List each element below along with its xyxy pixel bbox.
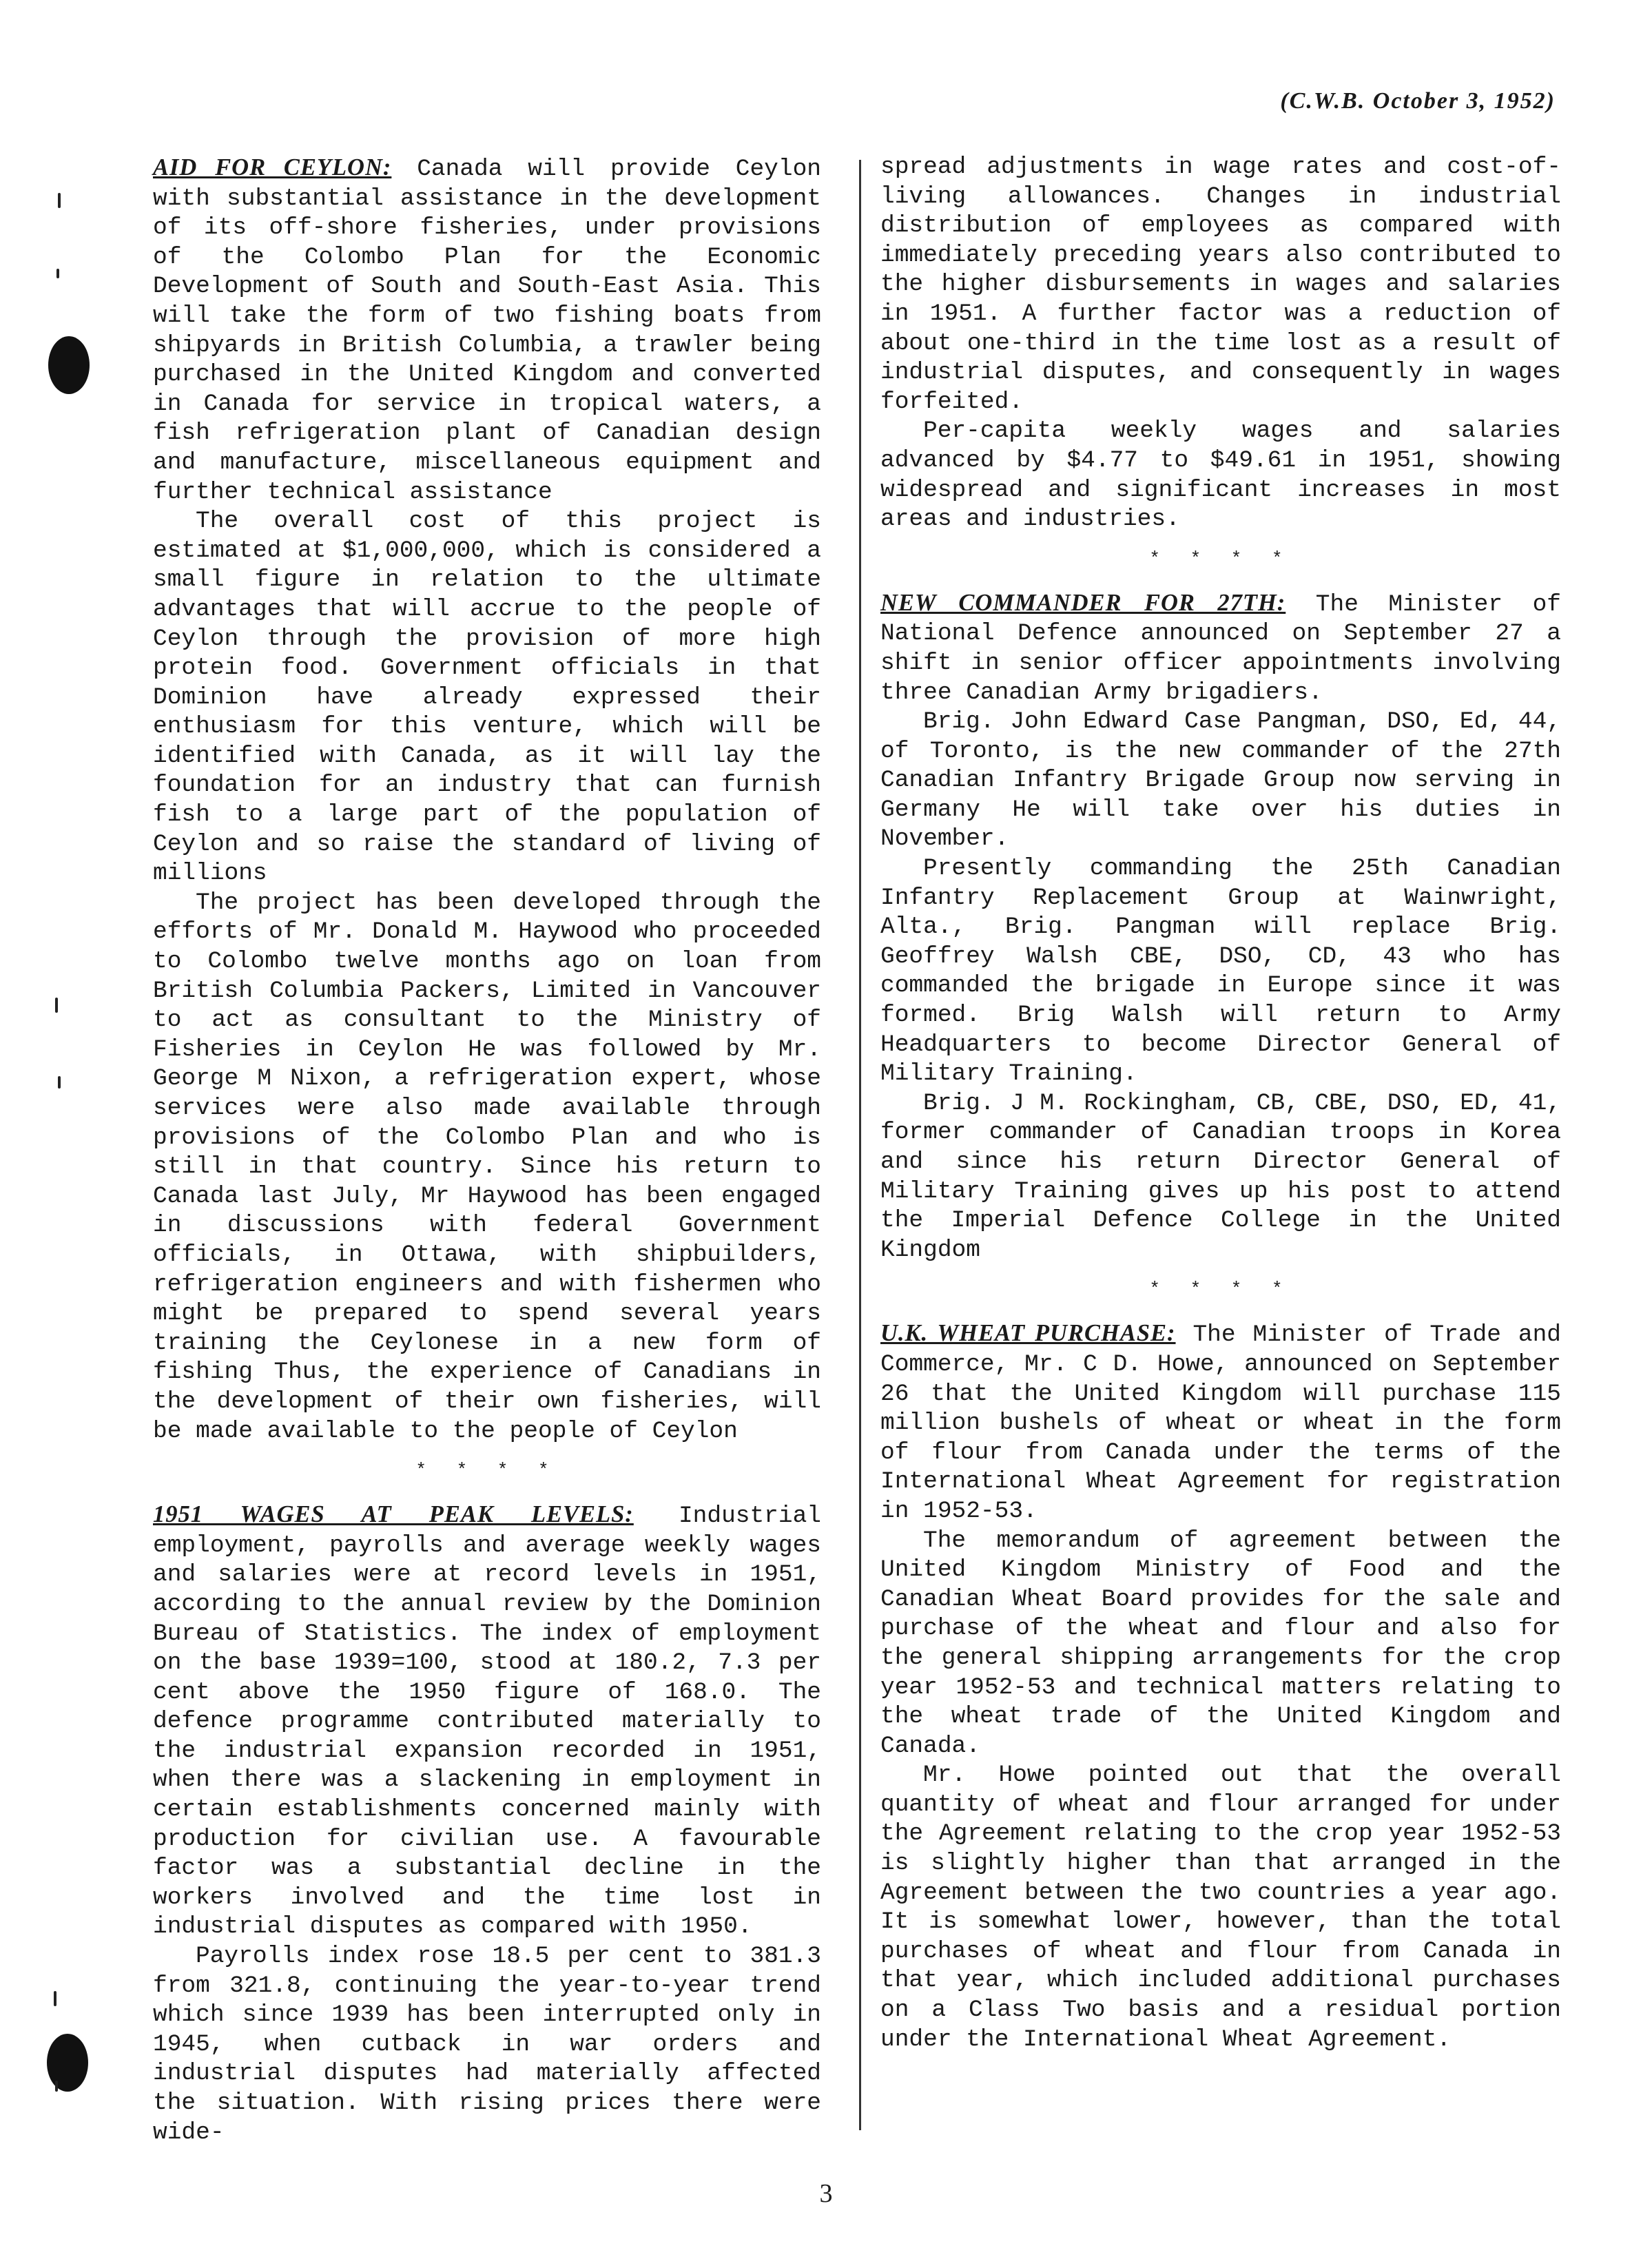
- article-paragraph: Presently commanding the 25th Canadian Infantry Replacement Group at Wainwright, Alta., Brig. Pangman will replace Brig. Geoffrey Walsh CBE, DSO, CD, 43 who has commanded the brigade in Europe since it was formed. Brig Walsh will return to Army Headquarters to become Director General of Military Training.: [880, 855, 1561, 1088]
- article-text: Industrial employment, payrolls and average weekly wages and salaries were at record levels in 1951, according to the annual review by the Dominion Bureau of Statistics. The index of employment on the base 1939=100, stood at 180.2, 7.3 per cent above the 1950 figure of 168.0. The defence programme contributed materially to the industrial expansion recorded in 1951, when there was a slackening in employment in certain establishments concerned mainly with production for civilian use. A favourable factor was a substantial decline in the workers involved and the time lost in industrial disputes as compared with 1950.: [153, 1503, 821, 1941]
- margin-mark: [55, 998, 58, 1013]
- headline-new-commander: NEW COMMANDER FOR 27TH:: [880, 589, 1286, 616]
- article-paragraph: Per-capita weekly wages and salaries advanced by $4.77 to $49.61 in 1951, showing widespread and significant increases in most areas and industries.: [880, 417, 1561, 533]
- margin-mark: [54, 1991, 56, 2006]
- article-paragraph: Mr. Howe pointed out that the overall quantity of wheat and flour arranged for under the Agreement relating to the crop year 1952-53 is slightly higher than that arranged in the Agreement between the two countries a year ago. It is somewhat lower, however, than the total purchases of wheat and flour from Canada in that year, which included additional purchases on a Class Two basis and a residual portion under the International Wheat Agreement.: [880, 1762, 1561, 2053]
- article-paragraph: Payrolls index rose 18.5 per cent to 381.3 from 321.8, continuing the year-to-year trend which since 1939 has been interrupted only in 1945, when cutback in war orders and industrial disputes had materially affected the situation. With rising prices there were wide-: [153, 1943, 821, 2146]
- page-dateline: (C.W.B. October 3, 1952): [1280, 88, 1556, 114]
- article-text: The Minister of National Defence announced on September 27 a shift in senior officer appointments involving three Canadian Army brigadiers.: [880, 590, 1561, 706]
- punch-hole-top: [48, 336, 90, 394]
- column-divider: [859, 160, 861, 2130]
- margin-mark: [55, 2081, 58, 2092]
- section-separator: * * * *: [1149, 1279, 1292, 1300]
- punch-hole-bottom: [47, 2034, 88, 2092]
- article-paragraph-continued: spread adjustments in wage rates and cost-of-living allowances. Changes in industrial distribution of employees as compared with immediately preceding years also contributed to the higher disbursements in wages and salaries in 1951. A further factor was a reduction of about one-third in the time lost as a result of industrial disputes, and consequently in wages forfeited.: [880, 154, 1561, 415]
- article-wages-lead: [153, 1500, 821, 1942]
- margin-mark: [56, 269, 59, 278]
- headline-uk-wheat-purchase: U.K. WHEAT PURCHASE:: [880, 1320, 1176, 1347]
- article-paragraph: The overall cost of this project is estimated at $1,000,000, which is considered a small figure in relation to the ultimate advantages that will accrue to the people of Ceylon through the provision of more high protein food. Government officials in that Dominion have already expressed their enthusiasm for this venture, which will be identified with Canada, as it will lay the foundation for an industry that can furnish fish to a large part of the population of Ceylon and so raise the standard of living of millions: [153, 508, 821, 887]
- page-number: 3: [819, 2179, 833, 2208]
- article-paragraph: The memorandum of agreement between the United Kingdom Ministry of Food and the Canadian Wheat Board provides for the sale and purchase of the wheat and flour and also for the general shipping arrangements for the crop year 1952-53 and technical matters relating to the wheat trade of the United Kingdom and Canada.: [880, 1527, 1561, 1760]
- article-text: The Minister of Trade and Commerce, Mr. C D. Howe, announced on September 26 that the United Kingdom will purchase 115 million bushels of wheat or wheat in the form of flour from Canada under the terms of the International Wheat Agreement for registration in 1952-53.: [880, 1321, 1561, 1525]
- article-wheat-lead: [880, 1319, 1561, 1526]
- headline-aid-for-ceylon: AID FOR CEYLON:: [153, 154, 392, 181]
- section-separator: * * * *: [415, 1460, 559, 1481]
- article-ceylon-lead: [153, 153, 821, 507]
- article-commander-lead: [880, 588, 1561, 708]
- article-paragraph: Brig. J M. Rockingham, CB, CBE, DSO, ED, 41, former commander of Canadian troops in Korea and since his return Director General of Military Training gives up his post to attend the Imperial Defence College in the United Kingdom: [880, 1089, 1561, 1264]
- article-text: Canada will provide Ceylon with substantial assistance in the development of its off-shore fisheries, under provisions of the Colombo Plan for the Economic Development of South and South-East Asia. This will take the form of two fishing boats from shipyards in British Columbia, a trawler being purchased in the United Kingdom and converted in Canada for service in tropical waters, a fish refrigeration plant of Canadian design and manufacture, miscellaneous equipment and further technical assistance: [153, 156, 821, 506]
- article-paragraph: The project has been developed through the efforts of Mr. Donald M. Haywood who proceeded to Colombo twelve months ago on loan from British Columbia Packers, Limited in Vancouver to act as consultant to the Ministry of Fisheries in Ceylon He was followed by Mr. George M Nixon, a refrigeration expert, whose services were also made available through provisions of the Colombo Plan and who is still in that country. Since his return to Canada last July, Mr Haywood has been engaged in discussions with federal Government officials, in Ottawa, with shipbuilders, refrigeration engineers and with fishermen who might be prepared to spend several years training the Ceylonese in a new form of fishing Thus, the experience of Canadians in the development of their own fisheries, will be made available to the people of Ceylon: [153, 889, 821, 1445]
- right-column: [880, 153, 1561, 2054]
- article-paragraph: Brig. John Edward Case Pangman, DSO, Ed, 44, of Toronto, is the new commander of the 27th Canadian Infantry Brigade Group now serving in Germany He will take over his duties in November.: [880, 708, 1561, 853]
- margin-mark: [58, 1076, 61, 1089]
- margin-mark: [58, 193, 61, 208]
- headline-wages-peak-levels: 1951 WAGES AT PEAK LEVELS:: [153, 1501, 634, 1528]
- left-column: [153, 153, 821, 2147]
- section-separator: * * * *: [1149, 548, 1292, 569]
